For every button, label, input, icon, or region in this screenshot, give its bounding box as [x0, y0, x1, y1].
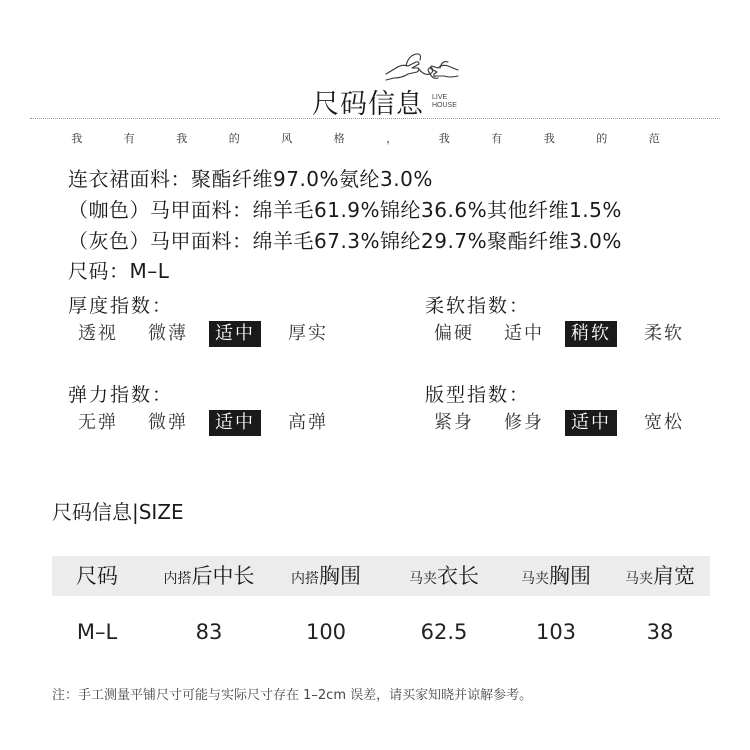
column-header-label: 胸围: [319, 564, 361, 588]
column-header-prefix: 马夹: [409, 571, 437, 587]
brand-line-2: HOUSE: [432, 102, 457, 109]
thickness-option-selected: 适中: [209, 321, 261, 347]
size-section-heading: 尺码信息|SIZE: [52, 500, 184, 524]
softness-option-1: 偏硬: [434, 323, 474, 344]
measurement-note: 注：手工测量平铺尺寸可能与实际尺寸存在 1–2cm 误差，请买家知晓并谅解参考。: [52, 688, 533, 703]
fit-option-4: 宽松: [644, 412, 684, 433]
page-title: 尺码信息: [312, 89, 424, 120]
elasticity-option-selected: 适中: [209, 410, 261, 436]
column-header-prefix: 内搭: [163, 571, 192, 587]
softness-option-2: 适中: [504, 323, 544, 344]
column-header-inner-chest: [274, 556, 378, 596]
fit-option-2: 修身: [504, 412, 544, 433]
slogan: 我 有 我 的 风 格 ， 我 有 我 的 范: [71, 132, 679, 145]
fabric-line-brown-vest: （咖色）马甲面料：绵羊毛61.9%锦纶36.6%其他纤维1.5%: [68, 198, 622, 222]
column-header-size: [52, 556, 142, 596]
column-header-prefix: 马夹: [521, 571, 549, 587]
column-header-prefix: 内搭: [291, 571, 319, 587]
fabric-line-grey-vest: （灰色）马甲面料：绵羊毛67.3%锦纶29.7%聚酯纤维3.0%: [68, 229, 622, 253]
brand-line-1: LIVE: [432, 94, 448, 101]
column-header-label: 衣长: [437, 564, 479, 588]
thickness-option-2: 微薄: [148, 323, 188, 344]
column-header-vest-chest: [504, 556, 608, 596]
thickness-option-1: 透视: [78, 323, 118, 344]
column-header-inner-back-length: [146, 556, 272, 596]
elasticity-option-4: 高弹: [288, 412, 328, 433]
size-range-line: 尺码：M–L: [68, 259, 170, 283]
fit-option-1: 紧身: [434, 412, 474, 433]
header-divider: [30, 118, 720, 119]
thickness-option-4: 厚实: [288, 323, 328, 344]
elasticity-option-1: 无弹: [78, 412, 118, 433]
brand-mark: [432, 94, 457, 110]
thickness-index-title: 厚度指数：: [68, 295, 174, 317]
column-header-label: 后中长: [191, 564, 255, 588]
elasticity-option-2: 微弹: [148, 412, 188, 433]
size-table-header: [52, 556, 710, 596]
softness-option-selected: 稍软: [565, 321, 617, 347]
fabric-line-dress: 连衣裙面料：聚酯纤维97.0%氨纶3.0%: [68, 167, 433, 191]
column-header-label: 肩宽: [653, 564, 695, 588]
fit-option-selected: 适中: [565, 410, 617, 436]
column-header-prefix: 马夹: [625, 571, 653, 587]
table-cell-vest-chest: 103: [535, 620, 577, 644]
softness-index-title: 柔软指数：: [425, 295, 531, 317]
table-cell-inner-back-length: 83: [195, 620, 223, 644]
column-header-label: 尺码: [76, 564, 118, 588]
elasticity-index-title: 弹力指数：: [68, 384, 174, 406]
table-cell-inner-chest: 100: [305, 620, 347, 644]
table-cell-vest-length: 62.5: [420, 620, 468, 644]
table-cell-size: M–L: [76, 620, 118, 644]
table-cell-vest-shoulder: 38: [646, 620, 674, 644]
fit-index-title: 版型指数：: [425, 384, 531, 406]
column-header-vest-shoulder: [608, 556, 712, 596]
hands-line-art-logo: [382, 44, 462, 96]
column-header-label: 胸围: [549, 564, 591, 588]
softness-option-4: 柔软: [644, 323, 684, 344]
column-header-vest-length: [392, 556, 496, 596]
